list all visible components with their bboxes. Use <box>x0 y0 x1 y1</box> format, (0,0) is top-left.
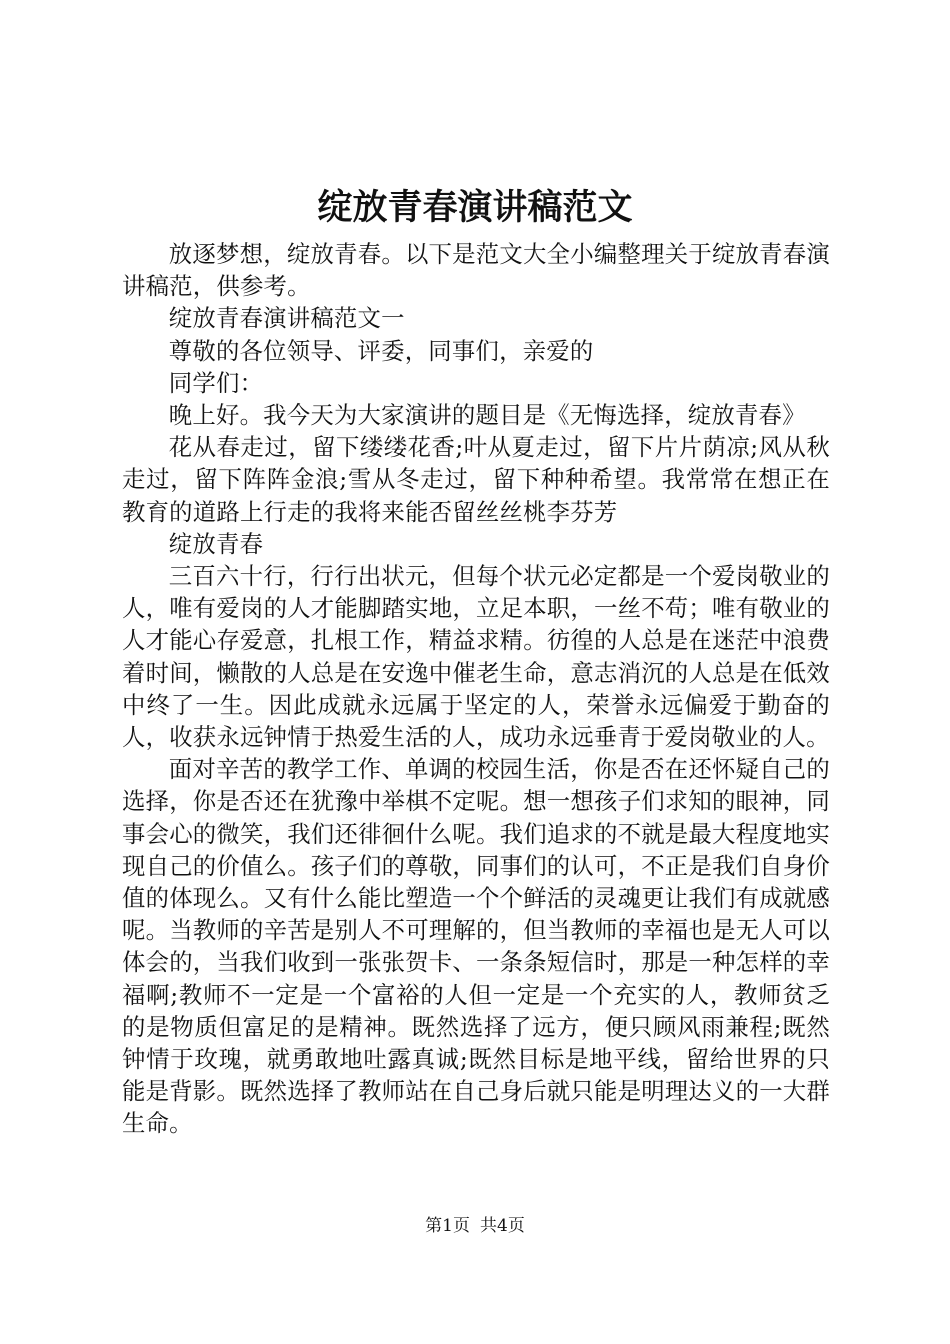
page-number: 第1页 <box>425 1216 470 1236</box>
paragraph-dedication: 三百六十行，行行出状元，但每个状元必定都是一个爱岗敬业的人，唯有爱岗的人才能脚踏实地，立足本职，一丝不苟；唯有敬业的人才能心存爱意，扎根工作，精益求精。彷徨的人总是在迷茫中浪费着时间，懒散的人总是在安逸中催老生命，意志消沉的人总是在低效中终了一生。因此成就永远属于坚定的人，荣誉永远偏爱于勤奋的人，收获永远钟情于热爱生活的人，成功永远垂青于爱岗敬业的人。 <box>122 562 830 752</box>
paragraph-greeting: 晚上好。我今天为大家演讲的题目是《无悔选择，绽放青春》 <box>168 401 806 430</box>
document-title: 绽放青春演讲稿范文 <box>317 187 633 228</box>
paragraph-salutation-continued: 同学们： <box>168 368 264 397</box>
paragraph-teaching: 面对辛苦的教学工作、单调的校园生活，你是否在还怀疑自己的选择，你是否还在犹豫中举棋不定呢。想一想孩子们求知的眼神，同事会心的微笑，我们还徘徊什么呢。我们追求的不就是最大程度地实现自己的价值么。孩子们的尊敬，同事们的认可，不正是我们自身价值的体现么。又有什么能比塑造一个个鲜活的灵魂更让我们有成就感呢。当教师的辛苦是别人不可理解的，但当教师的幸福也是无人可以体会的，当我们收到一张张贺卡、一条条短信时，那是一种怎样的幸福啊;教师不一定是一个富裕的人但一定是一个充实的人，教师贫乏的是物质但富足的是精神。既然选择了远方，便只顾风雨兼程;既然钟情于玫瑰，就勇敢地吐露真诚;既然目标是地平线，留给世界的只能是背影。既然选择了教师站在自己身后就只能是明理达义的一大群生命。 <box>122 755 830 1138</box>
paragraph-seasons: 花从春走过，留下缕缕花香;叶从夏走过，留下片片荫凉;风从秋走过，留下阵阵金浪;雪从冬走过，留下种种希望。我常常在想正在教育的道路上行走的我将来能否留丝丝桃李芬芳 <box>122 433 830 526</box>
paragraph-salutation: 尊敬的各位领导、评委，同事们，亲爱的 <box>168 336 594 365</box>
page-total: 共4页 <box>480 1216 525 1236</box>
paragraph-subheading: 绽放青春 <box>168 529 264 558</box>
document-body <box>122 238 830 1140</box>
paragraph-section-heading: 绽放青春演讲稿范文一 <box>168 304 405 333</box>
paragraph-intro: 放逐梦想，绽放青春。以下是范文大全小编整理关于绽放青春演讲稿范，供参考。 <box>122 240 830 301</box>
page-footer <box>0 1214 950 1238</box>
